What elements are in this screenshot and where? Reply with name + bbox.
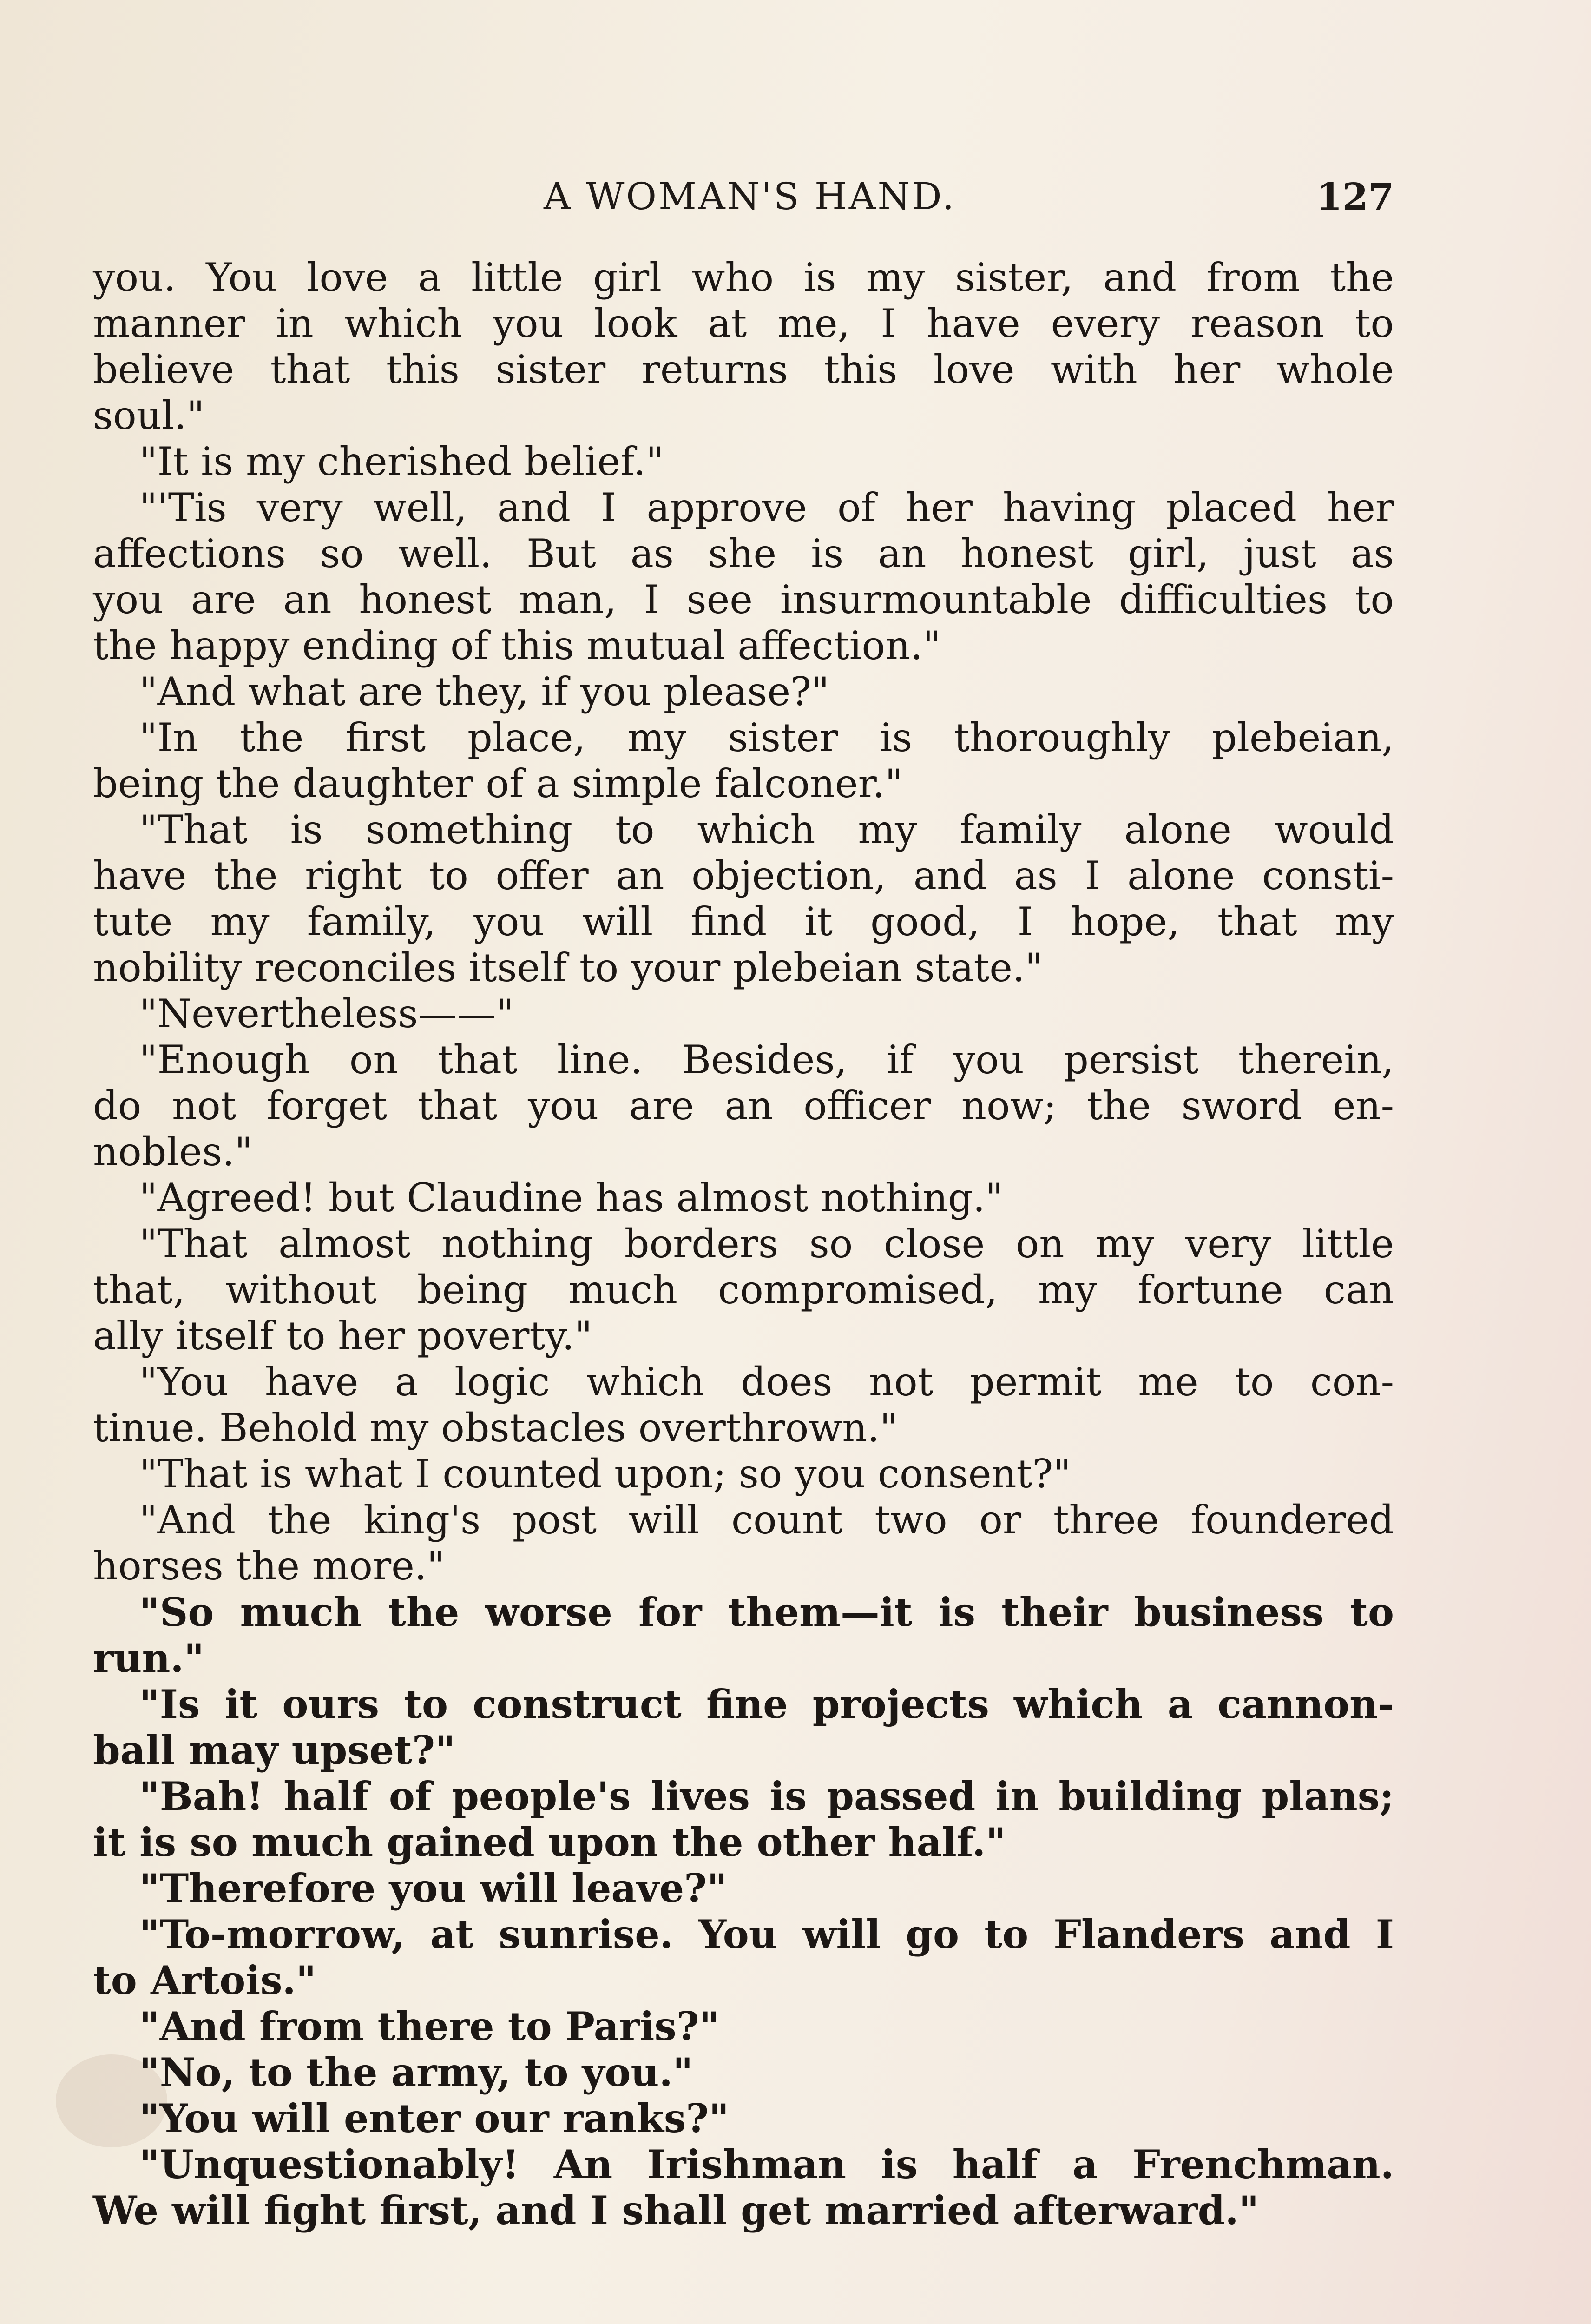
text-line: ally itself to her poverty." [93,1313,592,1359]
text-line: "To-morrow, at sunrise. You will go to Flanders and I [139,1911,1394,1957]
text-line: nobles." [93,1129,253,1175]
text-line: nobility reconciles itself to your plebeian state." [93,945,1043,990]
text-line: "And what are they, if you please?" [139,669,829,714]
text-line: soul." [93,393,204,438]
text-line: do not forget that you are an officer now; the sword en- [93,1083,1394,1129]
text-line: "Enough on that line. Besides, if you persist therein, [139,1037,1394,1083]
text-line: "That almost nothing borders so close on my very little [139,1221,1394,1267]
text-line: "It is my cherished belief." [139,439,664,484]
text-line: We will fight first, and I shall get married afterward." [93,2187,1259,2233]
text-line: the happy ending of this mutual affection." [93,623,941,668]
text-line: tinue. Behold my obstacles overthrown." [93,1405,898,1451]
text-line: tute my family, you will find it good, I hope, that my [93,899,1394,944]
text-line: "Therefore you will leave?" [139,1865,728,1911]
text-line: "And the king's post will count two or three foundered [139,1497,1394,1543]
text-line: "Unquestionably! An Irishman is half a Frenchman. [139,2141,1394,2187]
text-line: "'Tis very well, and I approve of her having placed her [139,485,1394,530]
page-number: 127 [1316,175,1394,218]
text-line: affections so well. But as she is an honest girl, just as [93,531,1394,576]
text-line: believe that this sister returns this love with her whole [93,347,1394,392]
text-line: run." [93,1635,204,1681]
text-line: "So much the worse for them—it is their business to [139,1589,1394,1635]
running-title: A WOMAN'S HAND. [544,175,956,218]
text-line: that, without being much compromised, my fortune can [93,1267,1394,1313]
text-line: "Nevertheless——" [139,991,514,1037]
text-line: have the right to offer an objection, and as I alone consti- [93,853,1394,898]
text-line: horses the more." [93,1543,445,1589]
text-line: "In the first place, my sister is thoroughly plebeian, [139,715,1394,760]
text-line: being the daughter of a simple falconer." [93,761,903,806]
text-line: "Is it ours to construct fine projects which a cannon- [139,1681,1394,1727]
running-head [93,166,1394,227]
text-line: you. You love a little girl who is my sister, and from the [93,255,1394,300]
text-line: "You will enter our ranks?" [139,2095,730,2141]
text-line: "That is what I counted upon; so you consent?" [139,1451,1071,1497]
text-line: "Bah! half of people's lives is passed in building plans; [139,1773,1394,1819]
text-line: "No, to the army, to you." [139,2049,693,2095]
text-line: it is so much gained upon the other half." [93,1819,1006,1865]
text-line: you are an honest man, I see insurmountable difficulties to [93,577,1394,622]
text-line: manner in which you look at me, I have every reason to [93,301,1394,346]
text-line: "You have a logic which does not permit me to con- [139,1359,1394,1405]
body-text [93,255,1394,2233]
text-line: "That is something to which my family alone would [139,807,1394,852]
text-line: "Agreed! but Claudine has almost nothing." [139,1175,1003,1221]
text-line: to Artois." [93,1957,316,2003]
text-line: "And from there to Paris?" [139,2003,720,2049]
text-line: ball may upset?" [93,1727,455,1773]
